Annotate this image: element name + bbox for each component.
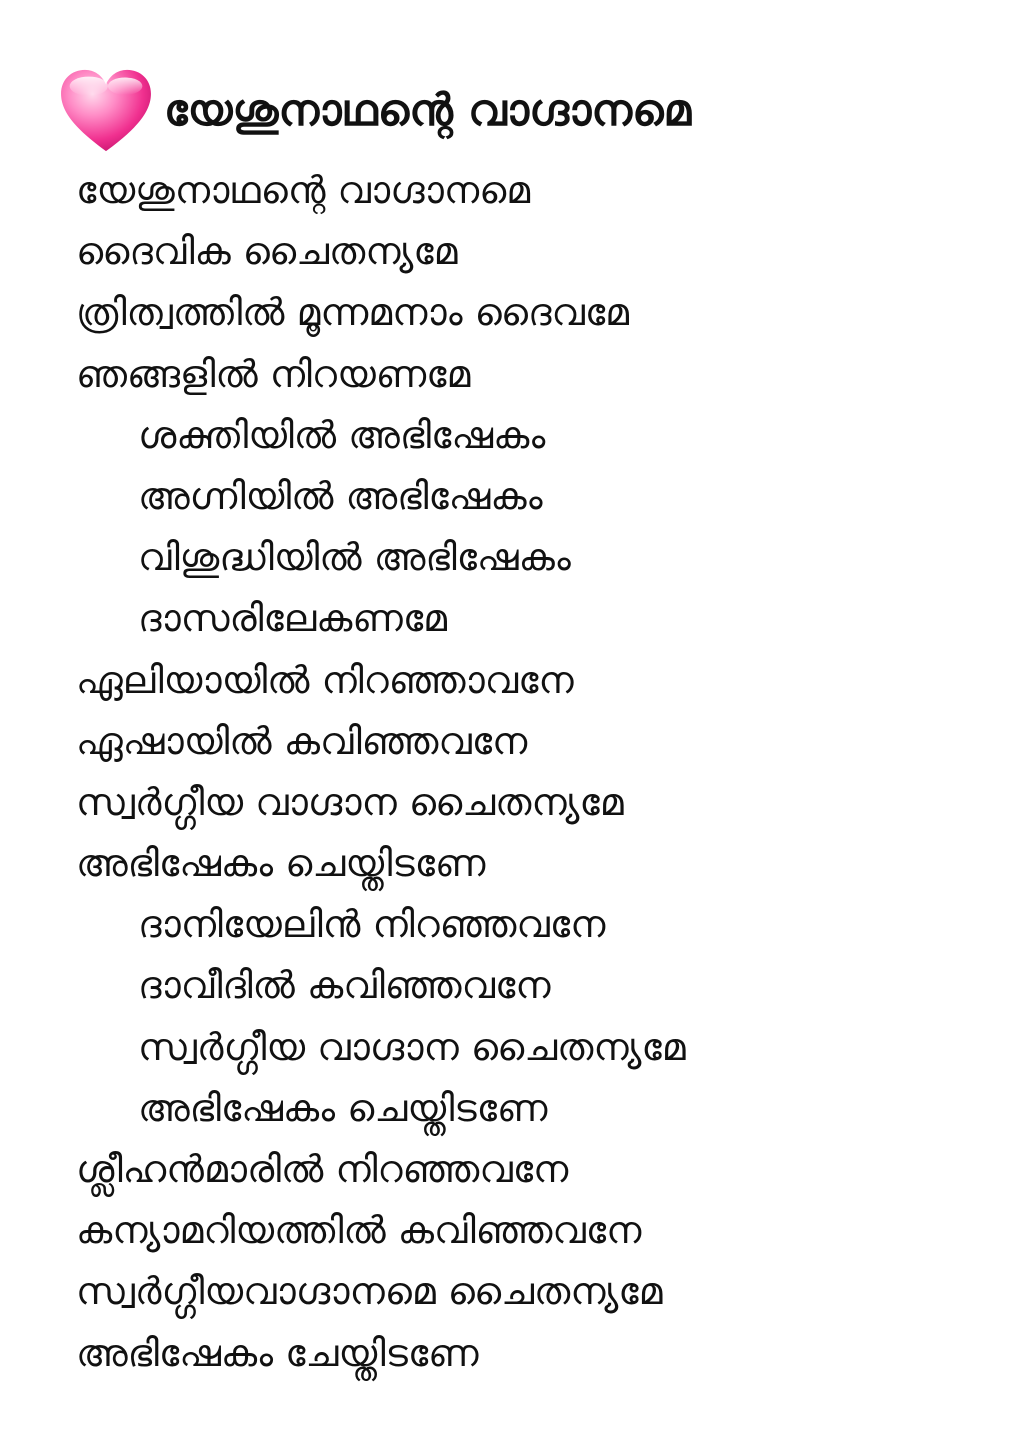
lyric-line: ദാവീദിൽ കവിഞ്ഞവനേ [138,963,551,1008]
lyric-line: സ്വർഗ്ഗീയ വാഗ്ദാന ചൈതന്യമേ [76,779,624,824]
lyric-line: ശക്തിയിൽ അഭിഷേകം [138,412,546,457]
heart-icon [58,67,154,155]
lyric-line: ഏഷായിൽ കവിഞ്ഞവനേ [76,718,528,763]
lyric-line: കന്യാമറിയത്തിൽ കവിഞ്ഞവനേ [76,1208,642,1253]
lyric-line: വിശുദ്ധിയിൽ അഭിഷേകം [138,535,571,580]
lyric-line: അഭിഷേകം ചെയ്തിടണേ [76,841,486,886]
lyric-line: ദൈവിക ചൈതന്യമേ [76,229,458,274]
song-title: യേശുനാഥന്റെ വാഗ്ദാനമെ [164,85,692,136]
lyric-line: അഗ്നിയിൽ അഭിഷേകം [138,473,543,518]
lyric-line: ദാനിയേലിൻ നിറഞ്ഞവനേ [138,902,606,947]
title-row [58,66,691,156]
lyric-line: ത്രിത്വത്തിൽ മൂന്നമനാം ദൈവമേ [76,290,630,335]
lyric-line: ഞങ്ങളിൽ നിറയണമേ [76,351,471,396]
lyric-line: ദാസരിലേകണമേ [138,596,448,641]
lyrics-block [76,160,686,1384]
lyric-line: യേശുനാഥന്റെ വാഗ്ദാനമെ [76,168,531,212]
lyric-line: സ്വർഗ്ഗീയവാഗ്ദാനമെ ചൈതന്യമേ [76,1269,663,1314]
lyric-line: ഏലിയായിൽ നിറഞ്ഞാവനേ [76,657,574,702]
lyric-line: ശ്ലീഹൻമാരിൽ നിറഞ്ഞവനേ [76,1147,569,1191]
lyric-line: അഭിഷേകം ചെയ്തിടണേ [138,1085,548,1130]
lyric-line: സ്വർഗ്ഗീയ വാഗ്ദാന ചൈതന്യമേ [138,1024,686,1069]
lyric-line: അഭിഷേകം ചേയ്തിടണേ [76,1330,479,1375]
